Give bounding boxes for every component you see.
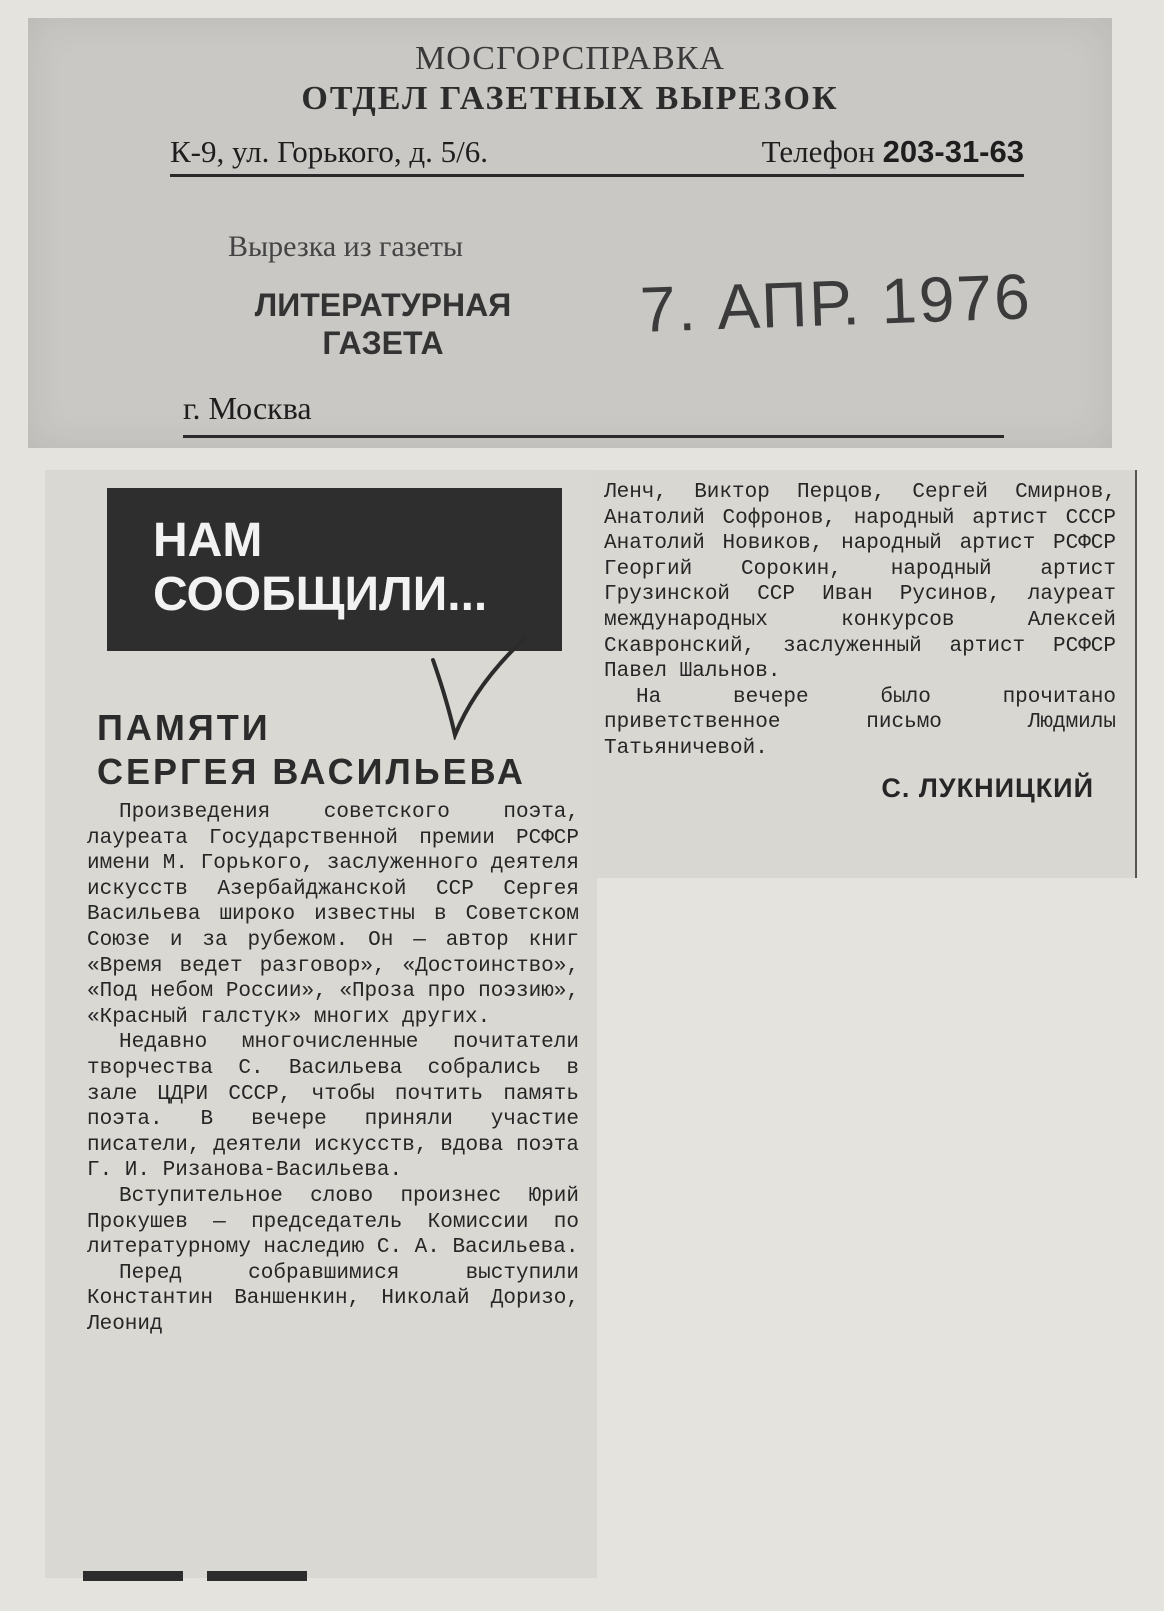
department-name: ОТДЕЛ ГАЗЕТНЫХ ВЫРЕЗОК [301, 80, 839, 117]
address-row [170, 134, 1024, 177]
phone-number: 203-31-63 [882, 134, 1024, 169]
paragraph: Перед собравшимися выступили Константин Ваншенкин, Николай Доризо, Леонид [87, 1261, 579, 1336]
clipping-from-label: Вырезка из газеты [228, 230, 464, 263]
article-headline [97, 706, 587, 794]
article-clipping-right [592, 470, 1137, 878]
author-signature: С. ЛУКНИЦКИЙ [881, 772, 1094, 803]
cut-edge-marks [83, 1568, 463, 1578]
newspaper-name [233, 286, 533, 362]
article-clipping-left [45, 470, 597, 1578]
org-name: МОСГОРСПРАВКА [415, 40, 725, 77]
clipping-service-header [28, 18, 1112, 448]
rubric-box [107, 488, 562, 651]
paragraph: Вступительное слово произнес Юрий Прокушев — председатель Комиссии по литературному наследию С. А. Васильева. [87, 1184, 579, 1260]
rubric-line2: СООБЩИЛИ... [153, 568, 488, 621]
headline-line1: ПАМЯТИ [97, 707, 271, 748]
paragraph: Недавно многочисленные почитатели творчества С. Васильева собрались в зале ЦДРИ СССР, чтобы почтить память поэта. В вечере приняли участие писатели, деятели искусств, вдова поэта Г. И. Ризанова-Васильева. [87, 1031, 579, 1183]
article-body-right [604, 480, 1116, 801]
address: К-9, ул. Горького, д. 5/6. [170, 134, 489, 169]
phone [762, 134, 1024, 170]
article-body-left [87, 800, 579, 1337]
paragraph: Произведения советского поэта, лауреата Государственной премии РСФСР имени М. Горького, заслуженного деятеля искусств Азербайджанской ССР Сергея Васильева широко известны в Советском Союзе и за рубежом. Он — автор книг «Время ведет разговор», «Достоинство», «Под небом России», «Проза про поэзию», «Красный галстук» многих других. [87, 801, 579, 1029]
city: г. Москва [183, 390, 1004, 438]
headline-line2: СЕРГЕЯ ВАСИЛЬЕВА [97, 751, 526, 792]
phone-label: Телефон [761, 134, 875, 169]
rubric-line1: НАМ [153, 514, 263, 567]
paragraph: Ленч, Виктор Перцов, Сергей Смирнов, Анатолий Софронов, народный артист СССР Анатолий Новиков, народный артист РСФСР Георгий Сорокин, народный артист Грузинской ССР Иван Русинов, лауреат международных конкурсов Алексей Скавронский, заслуженный артист РСФСР Павел Шальнов. [604, 481, 1116, 684]
date-stamp: 7. АПР. 1976 [638, 260, 1033, 346]
newspaper-name-line2: ГАЗЕТА [322, 325, 444, 361]
paragraph: На вечере было прочитано приветственное письмо Людмилы Татьяничевой. [604, 685, 1116, 760]
newspaper-name-line1: ЛИТЕРАТУРНАЯ [254, 287, 512, 323]
